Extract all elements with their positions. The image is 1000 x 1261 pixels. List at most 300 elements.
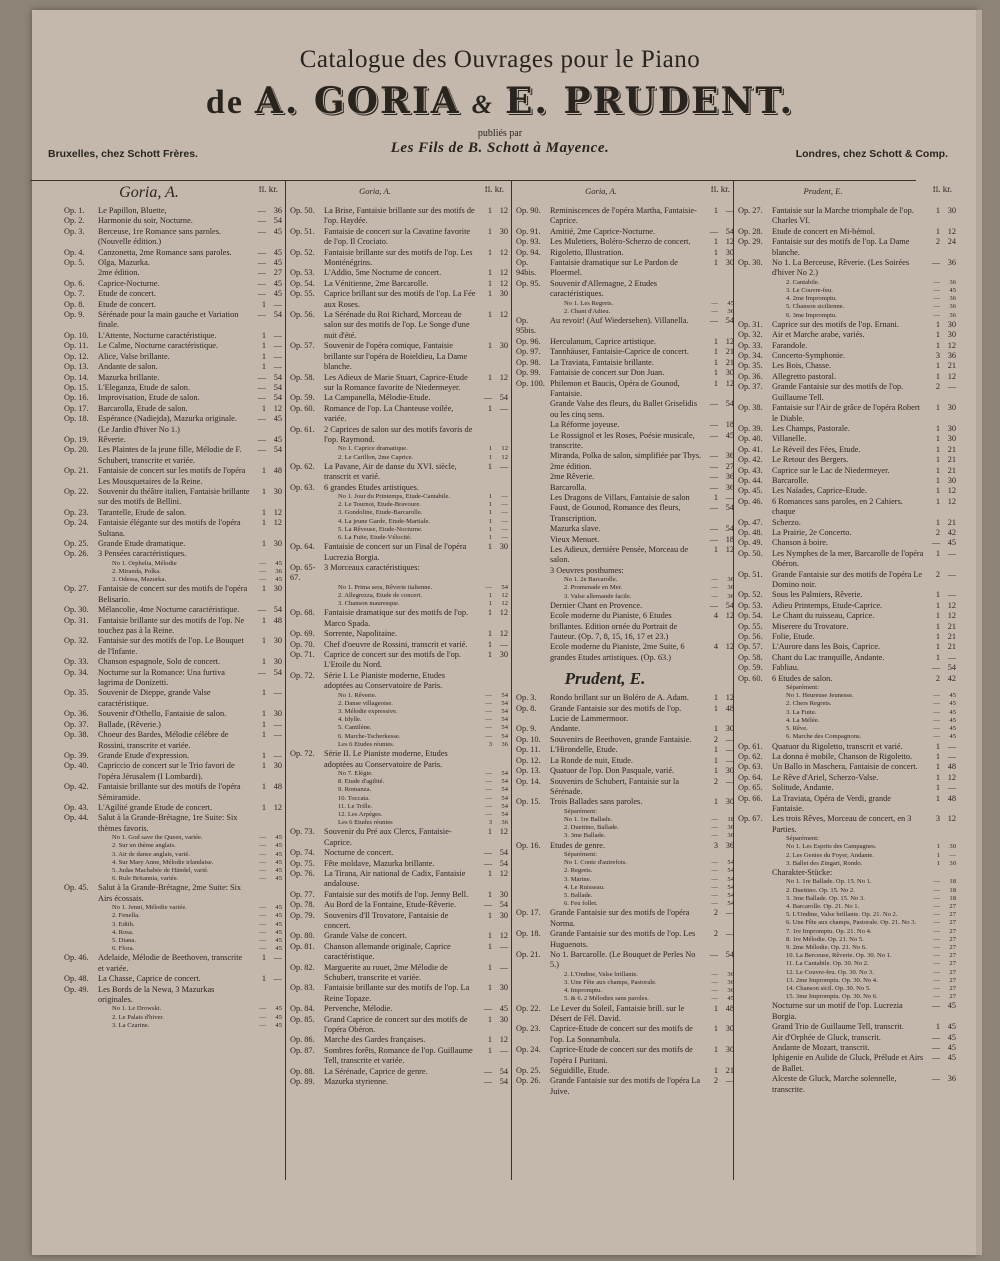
- work-title: 6. Rule Britannia, variée.: [112, 875, 179, 883]
- work-title: No 1. Le Drowski.: [112, 1005, 162, 1013]
- price-kreuzer: 54: [273, 445, 282, 455]
- work-title: 9. Romanza.: [338, 786, 372, 794]
- price-kreuzer: —: [725, 929, 734, 939]
- price-florin: —: [259, 576, 266, 584]
- sub-entry: [516, 300, 734, 308]
- composer-prudent: E. PRUDENT.: [504, 80, 795, 122]
- catalogue-entry: [516, 399, 734, 420]
- opus-number: Op. 91.: [516, 226, 541, 236]
- work-title: Caprice-Etude de concert sur des motifs de l'opéra I Puritani.: [550, 1045, 693, 1065]
- catalogue-entry: [64, 883, 282, 904]
- sub-entry: [738, 312, 956, 320]
- work-title: Chef d'oeuvre de Rossini, transcrit et varié.: [324, 639, 468, 649]
- price-kreuzer: 12: [947, 772, 956, 782]
- work-title: L'Addio, 5me Nocturne de concert.: [324, 268, 442, 278]
- price-kreuzer: —: [949, 851, 956, 859]
- opus-number: Op. 33.: [738, 340, 763, 350]
- opus-number: Op. 24.: [516, 1045, 541, 1055]
- work-title: Les Adieux, dernière Pensée, Morceau de salon.: [550, 545, 688, 565]
- opus-number: Op. 47.: [738, 517, 763, 527]
- price-florin: 1: [935, 600, 940, 610]
- work-title: Tannhäuser, Fantaisie-Caprice de concert.: [550, 347, 689, 357]
- price-florin: 1: [713, 545, 718, 554]
- price-kreuzer: 12: [499, 827, 508, 837]
- price-florin: 1: [488, 525, 492, 533]
- catalogue-entry: [64, 803, 282, 813]
- catalogue-entry: [64, 310, 282, 331]
- work-title: 6. Flora.: [112, 945, 135, 953]
- price-florin: —: [933, 287, 940, 295]
- price-florin: —: [933, 985, 940, 993]
- price-kreuzer: 12: [725, 545, 734, 554]
- opus-number: Op. 24.: [64, 518, 89, 528]
- price-florin: —: [933, 303, 940, 311]
- catalogue-entry: [64, 414, 282, 435]
- catalogue-entry: [738, 868, 956, 878]
- sub-entry: [64, 568, 282, 576]
- sub-entry: [290, 716, 508, 724]
- price-florin: 1: [713, 336, 718, 346]
- price-kreuzer: 54: [501, 716, 508, 724]
- opus-number: Op. 10.: [64, 330, 89, 340]
- sub-entry: [516, 884, 734, 892]
- work-title: Iphigenie en Aulide de Gluck, Prélude et Airs de Ballet.: [772, 1053, 924, 1073]
- work-title: 3. La Czarine.: [112, 1021, 150, 1029]
- opus-number: Op. 53.: [738, 600, 763, 610]
- sub-entry: [290, 778, 508, 786]
- sub-entry: [738, 843, 956, 851]
- sub-entry: [738, 684, 956, 692]
- catalogue-entry: [516, 248, 734, 258]
- work-title: Les Naïades, Caprice-Etude.: [772, 486, 867, 496]
- sub-entry: [738, 287, 956, 295]
- catalogue-entry: [738, 227, 956, 237]
- price-kreuzer: 54: [501, 802, 508, 810]
- work-title: Faust, de Gounod, Romance des fleurs, Transcription.: [550, 503, 681, 523]
- price-kreuzer: —: [273, 974, 282, 984]
- opus-number: Op. 84.: [290, 1004, 315, 1014]
- work-title: Au revoir! (Auf Wiedersehen). Villanella.: [550, 316, 689, 326]
- price-kreuzer: 12: [499, 247, 508, 257]
- price-kreuzer: 45: [275, 842, 282, 850]
- price-kreuzer: 27: [949, 935, 956, 943]
- work-title: 2me édition.: [98, 268, 140, 278]
- price-kreuzer: 36: [727, 592, 734, 600]
- price-kreuzer: 36: [949, 311, 956, 319]
- work-title: 2. Chant d'Adieu.: [564, 307, 611, 315]
- work-title: 6. Une Fête aux champs, Pastorale. Op. 21. No 3.: [786, 919, 917, 927]
- opus-number: Op. 35.: [738, 361, 763, 371]
- price-kreuzer: 30: [947, 206, 956, 215]
- opus-number: Op. 81.: [290, 941, 315, 951]
- opus-number: Op. 21.: [64, 466, 89, 476]
- catalogue-entry: [738, 320, 956, 330]
- work-title: Série II. Le Pianiste moderne, Etudes adoptées au Conservatoire de Paris.: [324, 749, 448, 769]
- price-kreuzer: 12: [499, 608, 508, 618]
- work-title: Salut à la Grande-Brétagne, 1re Suite: Six thèmes favoris.: [98, 813, 238, 833]
- price-florin: —: [933, 952, 940, 960]
- work-title: Andante de Mozart, transcrit.: [772, 1043, 870, 1053]
- price-kreuzer: —: [501, 501, 508, 509]
- price-kreuzer: 36: [727, 979, 734, 987]
- work-title: Fantaisie de concert sur Don Juan.: [550, 368, 665, 378]
- catalogue-entry: [516, 258, 734, 279]
- sub-entry: [516, 593, 734, 601]
- price-kreuzer: 36: [949, 295, 956, 303]
- price-florin: 1: [935, 642, 940, 652]
- catalogue-entry: [516, 503, 734, 524]
- work-title: 5. & 6. 2 Mélodies sans paroles.: [564, 995, 649, 1003]
- opus-number: Op. 55.: [290, 289, 315, 299]
- price-florin: 1: [935, 652, 940, 662]
- price-florin: —: [711, 584, 718, 592]
- opus-number: Op. 99.: [516, 368, 541, 378]
- price-kreuzer: 54: [273, 393, 282, 403]
- opus-number: Op. 27.: [64, 584, 89, 594]
- catalogue-entry: [516, 347, 734, 357]
- opus-number: Op. 38.: [64, 730, 89, 740]
- price-kreuzer: 12: [725, 336, 734, 346]
- price-florin: —: [709, 316, 718, 326]
- price-kreuzer: 30: [273, 636, 282, 646]
- catalogue-entry: [738, 549, 956, 570]
- opus-number: Op. 78.: [290, 900, 315, 910]
- price-florin: —: [931, 1074, 940, 1084]
- opus-number: Op. 88.: [290, 1066, 315, 1076]
- catalogue-entry: [64, 300, 282, 310]
- work-title: Grand Trio de Guillaume Tell, transcrit.: [772, 1022, 904, 1032]
- price-kreuzer: 12: [947, 371, 956, 381]
- work-title: 2 Caprices de salon sur des motifs favoris de l'op. Raymond.: [324, 424, 473, 444]
- price-florin: —: [485, 786, 492, 794]
- work-title: 3 Pensées caractéristiques.: [98, 549, 187, 559]
- price-florin: 1: [936, 859, 940, 867]
- opus-number: Op. 100.: [516, 378, 545, 388]
- price-kreuzer: 12: [273, 802, 282, 812]
- opus-number: Op. 54.: [290, 278, 315, 288]
- price-florin: —: [931, 1032, 940, 1042]
- work-title: 2. L'Ondine, Valse brillante.: [564, 970, 638, 978]
- price-florin: 1: [713, 693, 718, 703]
- price-florin: —: [933, 700, 940, 708]
- price-florin: —: [931, 1001, 940, 1011]
- price-florin: 1: [487, 983, 492, 993]
- price-kreuzer: 45: [275, 928, 282, 936]
- price-florin: 1: [713, 378, 718, 388]
- price-florin: —: [485, 794, 492, 802]
- opus-number: Op. 90.: [516, 206, 541, 215]
- price-kreuzer: 12: [501, 445, 508, 453]
- opus-number: Op. 40.: [738, 434, 763, 444]
- price-kreuzer: 48: [273, 782, 282, 792]
- price-florin: 1: [487, 1035, 492, 1045]
- catalogue-entry: [738, 466, 956, 476]
- work-title: 5. Judas Machabée de Händel, varié.: [112, 866, 209, 874]
- price-florin: 1: [487, 650, 492, 660]
- price-kreuzer: 12: [947, 340, 956, 350]
- price-kreuzer: 45: [273, 289, 282, 299]
- price-florin: 1: [261, 466, 266, 476]
- sub-entry: [738, 919, 956, 927]
- work-title: 4. Le Ruisseau.: [564, 883, 605, 891]
- price-florin: —: [709, 472, 718, 482]
- price-florin: —: [259, 559, 266, 567]
- opus-number: Op. 63.: [290, 482, 315, 492]
- price-kreuzer: 54: [725, 226, 734, 236]
- price-kreuzer: 36: [727, 832, 734, 840]
- opus-number: Op. 31.: [738, 319, 763, 329]
- price-kreuzer: 12: [499, 310, 508, 320]
- work-title: 5. La Rêveuse, Etude-Nocturne.: [338, 525, 423, 533]
- price-kreuzer: 30: [273, 657, 282, 667]
- price-florin: 1: [713, 1066, 718, 1076]
- work-title: Fête moldave, Mazurka brillante.: [324, 858, 435, 868]
- opus-number: Op. 62.: [738, 751, 763, 761]
- opus-number: Op. 6.: [64, 278, 85, 288]
- price-florin: 1: [935, 371, 940, 381]
- sub-entry: [290, 708, 508, 716]
- price-kreuzer: 21: [947, 455, 956, 465]
- price-florin: 1: [261, 615, 266, 625]
- price-kreuzer: 27: [949, 993, 956, 1001]
- catalogue-column-3: [516, 186, 734, 1181]
- work-title: Souvenir de l'opéra comique, Fantaisie brillante sur l'opéra de Boieldieu, La Dame blanche.: [324, 341, 468, 372]
- sub-entry: [64, 1005, 282, 1013]
- price-kreuzer: 18: [949, 894, 956, 902]
- work-title: Le Papillon, Bluette,: [98, 206, 167, 215]
- price-florin: 1: [261, 341, 266, 351]
- work-title: Mazurka slave.: [550, 524, 601, 534]
- catalogue-entry: [516, 693, 734, 703]
- opus-number: Op. 18.: [516, 929, 541, 939]
- price-kreuzer: —: [501, 533, 508, 541]
- work-title: La Traviata, Opéra de Verdi, grande Fantaisie.: [772, 793, 891, 813]
- price-kreuzer: 45: [275, 875, 282, 883]
- sub-entry: [64, 851, 282, 859]
- price-florin: —: [485, 708, 492, 716]
- opus-number: Op. 94bis.: [516, 258, 537, 278]
- work-title: La Sérénade du Roi Richard, Morceau de salon sur des motifs de l'op. Le Songe d'une nuit d'été.: [324, 310, 470, 340]
- price-kreuzer: —: [725, 755, 734, 765]
- opus-number: Op. 13.: [64, 362, 89, 372]
- work-title: 6 Etudes de salon.: [772, 673, 833, 683]
- price-florin: 1: [713, 247, 718, 257]
- price-kreuzer: 45: [273, 434, 282, 444]
- price-florin: 1: [935, 1022, 940, 1032]
- opus-number: Op. 58.: [738, 652, 763, 662]
- price-kreuzer: 36: [727, 987, 734, 995]
- opus-number: Op. 30.: [64, 605, 89, 615]
- publisher-brussels: Bruxelles, chez Schott Frères.: [48, 148, 198, 160]
- price-kreuzer: 12: [273, 403, 282, 413]
- catalogue-entry: [290, 227, 508, 248]
- price-kreuzer: 48: [947, 793, 956, 803]
- catalogue-entry: [290, 310, 508, 341]
- sub-entry: [516, 832, 734, 840]
- work-title: 2. Duettino, Ballade.: [564, 824, 619, 832]
- work-title: No 1. Jenni, Mélodie variée.: [112, 904, 187, 912]
- price-florin: 1: [935, 226, 940, 236]
- catalogue-entry: [516, 1076, 734, 1097]
- sub-entry: [516, 808, 734, 816]
- catalogue-entry: [290, 869, 508, 890]
- opus-number: Op. 23.: [64, 507, 89, 517]
- price-kreuzer: 21: [947, 642, 956, 652]
- sub-entry: [290, 811, 508, 819]
- opus-number: Op. 73.: [290, 827, 315, 837]
- price-florin: 1: [261, 761, 266, 771]
- work-title: Souvenir d'Allemagne, 2 Etudes caractéristiques.: [550, 278, 658, 299]
- work-title: L'Aurore dans les Bois, Caprice.: [772, 642, 880, 652]
- publisher-london: Londres, chez Schott & Comp.: [795, 148, 948, 160]
- sub-entry: [64, 1014, 282, 1022]
- opus-number: Op. 63.: [738, 762, 763, 772]
- price-florin: —: [257, 289, 266, 299]
- work-title: Grande Valse de concert.: [324, 931, 407, 941]
- price-florin: —: [931, 258, 940, 268]
- catalogue-entry: [738, 632, 956, 642]
- price-kreuzer: 45: [275, 904, 282, 912]
- work-title: L'Hirondelle, Etude.: [550, 745, 618, 755]
- price-florin: 1: [713, 1024, 718, 1034]
- catalogue-entry: [738, 642, 956, 652]
- price-kreuzer: —: [273, 362, 282, 372]
- price-kreuzer: 12: [947, 600, 956, 610]
- work-title: La Tirana, Air national de Cadix, Fantaisie andalouse.: [324, 868, 466, 889]
- price-kreuzer: 30: [273, 761, 282, 771]
- opus-number: Op. 7.: [64, 289, 85, 299]
- price-kreuzer: 54: [727, 867, 734, 875]
- price-kreuzer: 45: [727, 995, 734, 1003]
- price-units: fl. kr.: [258, 186, 278, 194]
- sub-entry: [290, 741, 508, 749]
- catalogue-entry: [64, 782, 282, 803]
- price-florin: 1: [713, 237, 718, 247]
- price-kreuzer: 54: [947, 663, 956, 673]
- work-title: 6 Romances sans paroles, en 2 Cahiers. chaque: [772, 496, 903, 517]
- work-title: Les Bois, Chasse.: [772, 361, 831, 371]
- work-title: 4. La jeune Garde, Etude-Martiale.: [338, 517, 431, 525]
- catalogue-entry: [516, 493, 734, 503]
- work-title: 2. Allegrezza, Etude de concert.: [338, 592, 423, 600]
- price-florin: 2: [713, 908, 718, 918]
- price-kreuzer: 54: [499, 393, 508, 403]
- price-florin: —: [257, 258, 266, 268]
- catalogue-entry: [290, 931, 508, 941]
- price-florin: —: [259, 842, 266, 850]
- opus-number: Op. 3.: [516, 693, 537, 703]
- price-florin: 1: [936, 851, 940, 859]
- catalogue-entry: [290, 1077, 508, 1087]
- sub-entry: [290, 526, 508, 534]
- catalogue-entry: [516, 472, 734, 482]
- work-title: Les trois Rêves, Morceau de concert, en 3 Parties.: [772, 814, 912, 834]
- price-kreuzer: 36: [725, 840, 734, 850]
- work-title: Etude de concert.: [98, 289, 156, 299]
- price-florin: —: [257, 310, 266, 320]
- work-title: L'Agilité grande Etude de concert.: [98, 802, 213, 812]
- work-title: 2. Les Genies du Foyer, Andante.: [786, 851, 875, 859]
- price-florin: 1: [713, 258, 718, 268]
- price-florin: 1: [261, 953, 266, 963]
- work-title: Adieu Printemps, Etude-Caprice.: [772, 600, 883, 610]
- price-florin: 3: [935, 814, 940, 824]
- sub-entry: [738, 993, 956, 1001]
- work-title: Caprice brillant sur des motifs de l'op. La Fée aux Roses.: [324, 289, 476, 309]
- price-florin: 2: [713, 1076, 718, 1086]
- price-florin: 1: [713, 724, 718, 734]
- opus-number: Op. 16.: [64, 393, 89, 403]
- catalogue-entry: [516, 379, 734, 400]
- price-kreuzer: 45: [275, 834, 282, 842]
- price-florin: 1: [935, 762, 940, 772]
- price-kreuzer: 54: [273, 372, 282, 382]
- price-kreuzer: 45: [273, 226, 282, 236]
- work-title: Herculanum, Caprice artistique.: [550, 336, 656, 346]
- catalogue-entry: [516, 724, 734, 734]
- price-florin: —: [931, 538, 940, 548]
- price-kreuzer: 30: [725, 1045, 734, 1055]
- price-florin: 1: [935, 548, 940, 558]
- price-kreuzer: 12: [947, 814, 956, 824]
- catalogue-entry: [290, 268, 508, 278]
- price-florin: 1: [261, 403, 266, 413]
- sub-entry: [64, 937, 282, 945]
- catalogue-entry: [738, 601, 956, 611]
- price-kreuzer: 48: [273, 615, 282, 625]
- work-title: Les 6 Etudes réunies: [338, 819, 393, 827]
- work-title: Souvenirs de Schubert, Fantaisie sur la Sérénade.: [550, 776, 680, 796]
- price-florin: —: [711, 592, 718, 600]
- sub-entry: [738, 852, 956, 860]
- opus-number: Op. 85.: [290, 1014, 315, 1024]
- price-kreuzer: 45: [275, 1013, 282, 1021]
- price-florin: —: [485, 724, 492, 732]
- sub-entry: [738, 960, 956, 968]
- price-kreuzer: 24: [947, 237, 956, 247]
- work-title: 2. Le Tournoi, Etude-Bravoure.: [338, 501, 421, 509]
- price-florin: 1: [261, 636, 266, 646]
- opus-number: Op. 95.: [516, 278, 541, 288]
- work-title: Quatuor de l'op. Don Pasquale, varié.: [550, 766, 675, 776]
- price-florin: —: [933, 935, 940, 943]
- publies-par: publiés par: [477, 128, 523, 139]
- work-title: 2me Rêverie.: [550, 472, 595, 482]
- work-title: Chant du Lac tranquille, Andante.: [772, 652, 885, 662]
- opus-number: Op. 69.: [290, 629, 315, 639]
- opus-number: Op. 45.: [738, 486, 763, 496]
- work-title: Etudes de genre.: [550, 840, 606, 850]
- work-title: 2me édition.: [550, 461, 592, 471]
- price-kreuzer: 21: [725, 347, 734, 357]
- price-kreuzer: 30: [499, 1014, 508, 1024]
- price-kreuzer: —: [273, 750, 282, 760]
- price-florin: 1: [261, 719, 266, 729]
- price-florin: —: [259, 850, 266, 858]
- price-kreuzer: 36: [727, 307, 734, 315]
- price-florin: 1: [935, 783, 940, 793]
- work-title: Le Calme, Nocturne caractéristique.: [98, 341, 219, 351]
- work-title: Allegretto pastoral.: [772, 371, 837, 381]
- price-kreuzer: 54: [501, 778, 508, 786]
- price-florin: —: [933, 993, 940, 1001]
- price-kreuzer: 45: [273, 278, 282, 288]
- work-title: Un Ballo in Maschera, Fantaisie de concert.: [772, 762, 918, 772]
- price-florin: —: [485, 691, 492, 699]
- price-florin: 1: [935, 403, 940, 413]
- opus-number: Op. 50.: [738, 548, 763, 558]
- price-florin: 1: [713, 368, 718, 378]
